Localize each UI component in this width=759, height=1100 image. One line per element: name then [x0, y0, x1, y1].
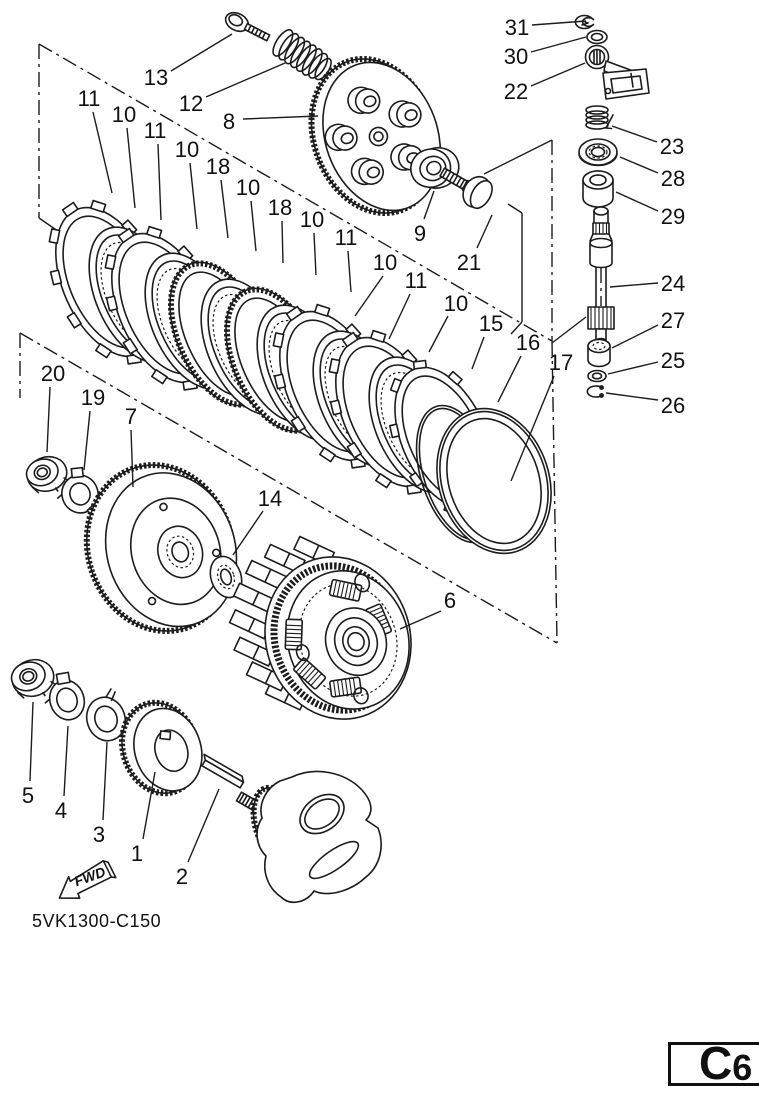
leader-line [532, 21, 586, 25]
leader-line [612, 325, 658, 348]
callout-label-3: 3 [92, 822, 106, 847]
callout-label-18: 18 [205, 154, 231, 179]
callout-label-13: 13 [143, 65, 169, 90]
callout-label-29: 29 [660, 204, 686, 229]
leader-line [206, 63, 285, 97]
part-1-primary-gear [111, 692, 213, 803]
leader-line [429, 316, 448, 352]
leader-line [171, 34, 232, 71]
callout-label-15: 15 [478, 311, 504, 336]
leader-line [498, 356, 521, 402]
part-27-bushing [588, 340, 610, 367]
leader-line [127, 128, 135, 208]
callout-label-10: 10 [299, 207, 325, 232]
callout-label-27: 27 [660, 308, 686, 333]
leader-line [30, 702, 33, 781]
leader-line [348, 251, 351, 292]
callout-label-6: 6 [443, 588, 457, 613]
leader-line [84, 411, 90, 470]
leader-line [221, 180, 228, 238]
leader-line [282, 221, 283, 263]
callout-label-18: 18 [267, 195, 293, 220]
leader-line [531, 63, 585, 86]
callout-label-11: 11 [334, 225, 358, 250]
leader-line [616, 192, 658, 211]
page-code-sub: 6 [732, 1046, 753, 1088]
page-code-box [668, 1037, 759, 1090]
part-22-release-lever [586, 46, 650, 100]
callout-label-10: 10 [235, 175, 261, 200]
leader-line [190, 163, 197, 229]
leader-line [103, 742, 107, 820]
callout-label-11: 11 [77, 86, 101, 111]
callout-label-7: 7 [124, 404, 138, 429]
part-30-washer [587, 31, 607, 44]
diagram-code: 5VK1300-C150 [32, 911, 162, 931]
leader-line [355, 276, 383, 316]
callout-label-20: 20 [40, 361, 66, 386]
callout-label-5: 5 [21, 783, 35, 808]
callout-label-8: 8 [222, 109, 236, 134]
leader-line [608, 362, 658, 374]
part-7-clutch-boss [66, 445, 257, 650]
part-28-bearing [579, 139, 617, 166]
callout-label-1: 1 [130, 841, 144, 866]
plate-tab [105, 255, 115, 269]
callout-label-23: 23 [659, 134, 685, 159]
part-crankshaft-web [236, 771, 381, 902]
callout-label-19: 19 [80, 385, 106, 410]
basket-finger-shape [230, 610, 270, 639]
leader-line [314, 233, 316, 275]
callout-label-22: 22 [503, 79, 529, 104]
callout-label-21: 21 [456, 250, 482, 275]
leader-line [251, 201, 256, 251]
callout-label-11: 11 [404, 268, 428, 293]
part-2-key [199, 754, 246, 788]
callout-label-16: 16 [515, 330, 541, 355]
leader-line [612, 126, 657, 142]
leader-line [477, 215, 492, 248]
leader-line [188, 789, 219, 862]
leader-line [158, 144, 161, 220]
leader-line [233, 511, 263, 555]
frame-line [552, 341, 557, 643]
leader-line [472, 337, 484, 369]
plate-tab [273, 333, 283, 347]
leader-line [243, 116, 318, 119]
callout-label-31: 31 [504, 15, 530, 40]
frame-line [484, 140, 552, 174]
callout-label-10: 10 [174, 137, 200, 162]
plate-tab [390, 424, 399, 437]
callout-label-10: 10 [372, 250, 398, 275]
fwd-arrow [53, 859, 119, 905]
callout-label-10: 10 [111, 102, 137, 127]
leader-line [93, 112, 112, 193]
frame-line [552, 317, 586, 343]
part-6-clutch-basket [207, 511, 432, 747]
plate-tab [414, 361, 427, 369]
leader-line [610, 283, 658, 287]
callout-label-12: 12 [178, 91, 204, 116]
callout-label-30: 30 [503, 44, 529, 69]
part-23-spring [586, 106, 613, 129]
callout-label-14: 14 [257, 486, 283, 511]
callout-label-4: 4 [54, 798, 68, 823]
callout-label-10: 10 [443, 291, 469, 316]
leader-line [620, 157, 658, 173]
callout-label-2: 2 [175, 864, 189, 889]
plate-tab [49, 229, 59, 243]
callout-label-9: 9 [413, 221, 427, 246]
callout-label-25: 25 [660, 348, 686, 373]
callout-label-24: 24 [660, 271, 686, 296]
part-24-push-rod [588, 207, 614, 344]
basket-finger [230, 610, 270, 639]
callout-label-17: 17 [548, 350, 574, 375]
callout-label-28: 28 [660, 166, 686, 191]
leader-line [47, 387, 50, 452]
part-29-bushing [583, 171, 613, 207]
part-13-bolt [222, 9, 272, 45]
leader-line [606, 393, 658, 400]
page-code-main: C [699, 1037, 733, 1090]
frame-line [508, 204, 522, 213]
part-26-e-clip [587, 386, 603, 397]
leader-line [389, 294, 410, 339]
fwd-label: FWD [72, 863, 108, 890]
callout-label-26: 26 [660, 393, 686, 418]
part-25-washer [588, 371, 606, 382]
callout-label-11: 11 [143, 118, 167, 143]
leader-line [64, 726, 68, 796]
plate-tab [329, 359, 339, 373]
leader-line [531, 37, 586, 52]
